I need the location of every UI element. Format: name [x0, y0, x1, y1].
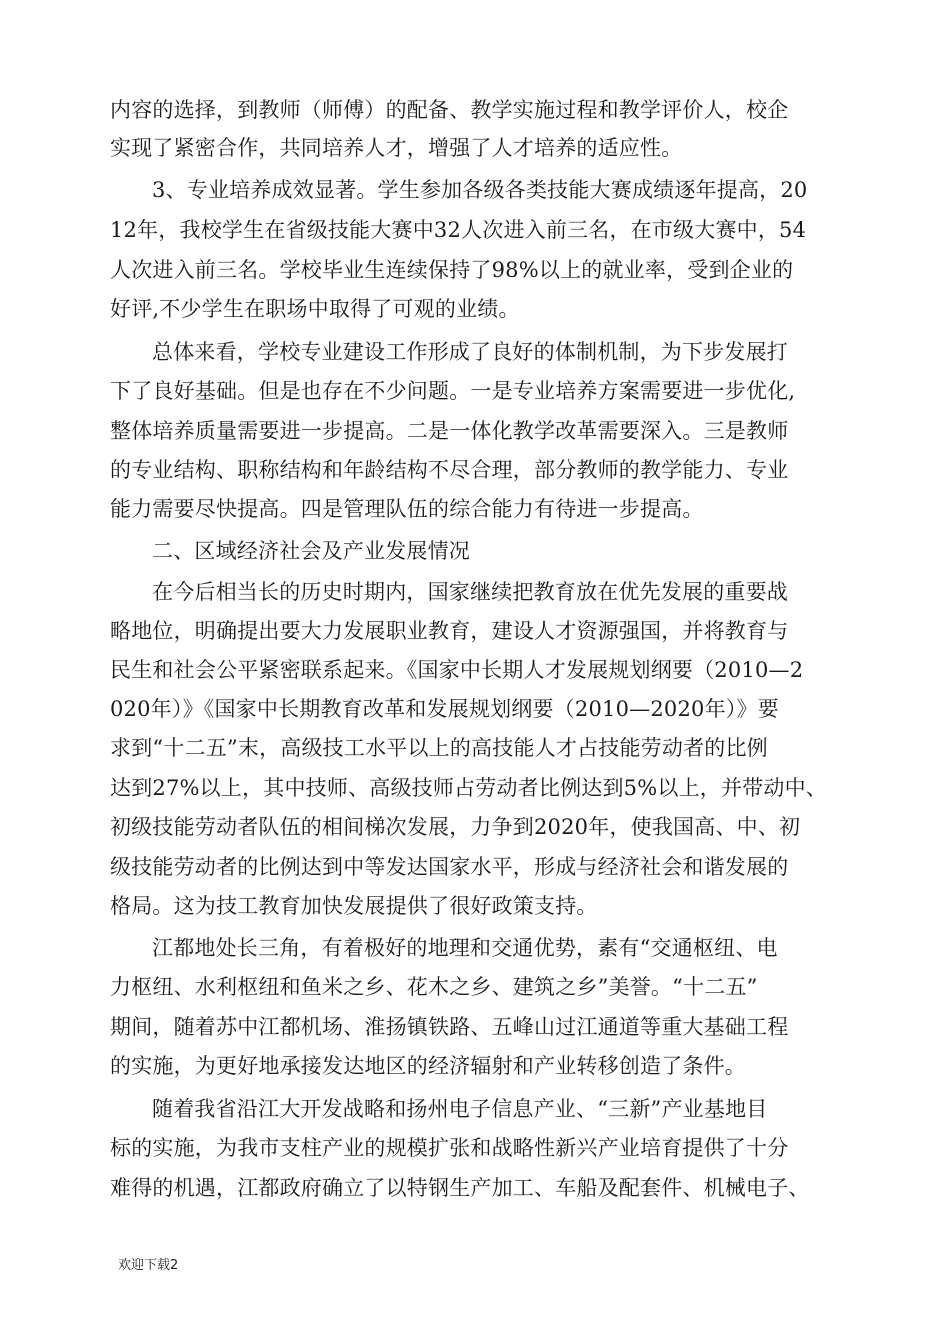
text-line: 能力需要尽快提高。四是管理队伍的综合能力有待进一步提高。: [110, 497, 704, 521]
text-line: 初级技能劳动者队伍的相间梯次发展，力争到2020年，使我国高、中、初: [110, 815, 801, 839]
text-line: 力枢纽、水利枢纽和鱼米之乡、花木之乡、建筑之乡”美誉。“十二五”: [110, 975, 758, 999]
text-line: 人次进入前三名。学校毕业生连续保持了98%以上的就业率，受到企业的: [110, 258, 794, 282]
text-line: 标的实施，为我市支柱产业的规模扩张和战略性新兴产业培育提供了十分: [110, 1136, 789, 1160]
text-line: 整体培养质量需要进一步提高。二是一体化教学改革需要深入。三是教师: [110, 419, 789, 443]
text-line: 格局。这为技工教育加快发展提供了很好政策支持。: [110, 894, 598, 918]
text-line: 的专业结构、职称结构和年龄结构不尽合理，部分教师的教学能力、专业: [110, 458, 789, 482]
text-line: 好评,不少学生在职场中取得了可观的业绩。: [110, 297, 520, 321]
text-line: 达到27%以上，其中技师、高级技师占劳动者比例达到5%以上，并带动中、: [110, 776, 827, 800]
page-footer: 欢迎下载2: [118, 1258, 179, 1273]
text-line: 下了良好基础。但是也存在不少问题。一是专业培养方案需要进一步优化,: [110, 379, 796, 403]
text-line: 求到“十二五”末，高级技工水平以上的高技能人才占技能劳动者的比例: [110, 736, 768, 760]
text-line: 期间，随着苏中江都机场、淮扬镇铁路、五峰山过江通道等重大基础工程: [110, 1015, 789, 1039]
text-line: 实现了紧密合作，共同培养人才，增强了人才培养的适应性。: [110, 136, 683, 160]
text-line: 内容的选择，到教师（师傅）的配备、教学实施过程和教学评价人，校企: [110, 98, 789, 122]
text-line: 民生和社会公平紧密联系起来。《国家中长期人才发展规划纲要（2010—2: [110, 658, 804, 682]
text-line: 难得的机遇，江都政府确立了以特钢生产加工、车船及配套件、机械电子、: [110, 1176, 810, 1200]
section-heading: 二、区域经济社会及产业发展情况: [152, 539, 470, 563]
text-line: 江都地处长三角，有着极好的地理和交通优势，素有“交通枢纽、电: [152, 936, 778, 960]
text-line: 的实施，为更好地承接发达地区的经济辐射和产业转移创造了条件。: [110, 1054, 746, 1078]
text-line: 略地位，明确提出要大力发展职业教育，建设人才资源强国，并将教育与: [110, 619, 789, 643]
text-line: 12年，我校学生在省级技能大赛中32人次进入前三名，在市级大赛中，54: [110, 218, 807, 242]
text-line: 020年）》《国家中长期教育改革和发展规划纲要（2010—2020年）》要: [110, 697, 779, 721]
text-line: 级技能劳动者的比例达到中等发达国家水平，形成与经济社会和谐发展的: [110, 855, 789, 879]
text-line: 总体来看，学校专业建设工作形成了良好的体制机制，为下步发展打: [152, 340, 788, 364]
text-line: 3、专业培养成效显著。学生参加各级各类技能大赛成绩逐年提高，20: [152, 178, 808, 202]
text-line: 在今后相当长的历史时期内，国家继续把教育放在优先发展的重要战: [152, 580, 788, 604]
text-line: 随着我省沿江大开发战略和扬州电子信息产业、“三新”产业基地目: [152, 1097, 768, 1121]
